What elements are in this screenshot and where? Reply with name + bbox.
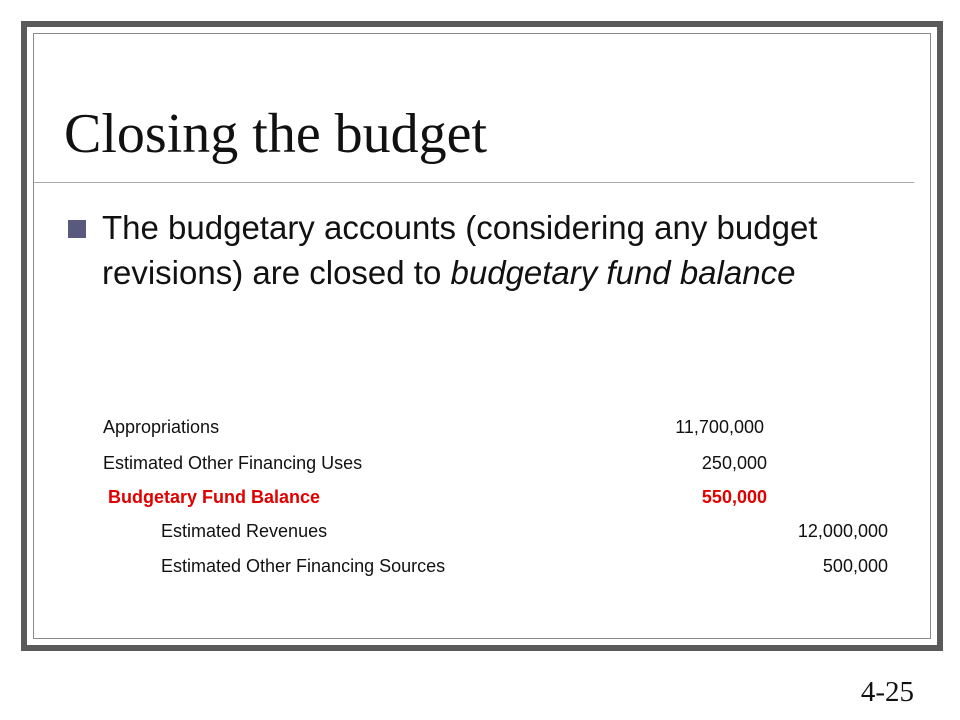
- bullet-text-emphasis: budgetary fund balance: [450, 254, 796, 291]
- bullet-text-main: The budgetary accounts (considering any budget revisions) are closed to: [102, 209, 818, 291]
- entry-amount-revenues: 12,000,000: [797, 521, 888, 541]
- entry-amount-financing-uses: 250,000: [701, 453, 767, 473]
- square-bullet-icon: [68, 220, 86, 238]
- bullet-text: [102, 205, 882, 295]
- entry-account-revenues: Estimated Revenues: [161, 521, 328, 541]
- slide-title: Closing the budget: [64, 103, 488, 165]
- entry-amount-fund-balance: 550,000: [701, 487, 767, 507]
- entry-account-fund-balance: Budgetary Fund Balance: [108, 487, 321, 507]
- entry-account-financing-uses: Estimated Other Financing Uses: [103, 453, 363, 473]
- entry-account-appropriations: Appropriations: [103, 417, 220, 437]
- entry-account-financing-sources: Estimated Other Financing Sources: [161, 556, 446, 576]
- entry-amount-appropriations: 11,700,000: [675, 417, 764, 437]
- slide-number: 4-25: [860, 676, 914, 708]
- entry-amount-financing-sources: 500,000: [822, 556, 888, 576]
- title-divider: [34, 182, 914, 183]
